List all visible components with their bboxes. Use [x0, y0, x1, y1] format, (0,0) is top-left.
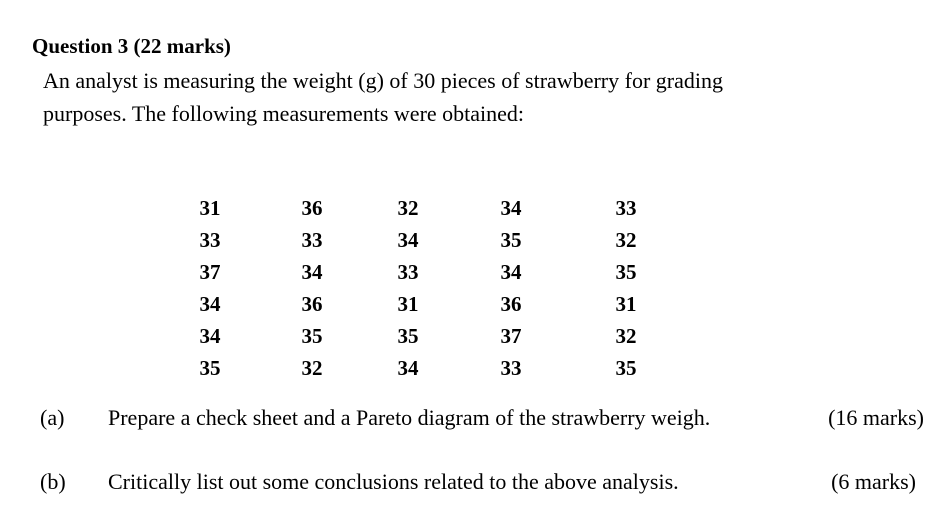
- part-text: Critically list out some conclusions related to the above analysis.: [108, 469, 679, 494]
- part-label: (b): [40, 469, 66, 494]
- measurement-value: 34: [397, 228, 419, 252]
- part-text: Prepare a check sheet and a Pareto diagram of the strawberry weigh.: [108, 405, 711, 430]
- part-marks: (16 marks): [828, 405, 924, 430]
- measurement-value: 32: [397, 196, 419, 220]
- measurements-table: [0, 192, 948, 384]
- question-title: Question 3 (22 marks): [32, 34, 231, 58]
- question-intro: [43, 64, 843, 130]
- measurement-value: 37: [500, 324, 522, 348]
- part-label: (a): [40, 405, 65, 430]
- measurement-value: 33: [500, 356, 522, 380]
- measurement-column: [282, 192, 342, 384]
- measurement-value: 31: [199, 196, 221, 220]
- measurement-value: 32: [615, 324, 637, 348]
- measurement-value: 36: [301, 196, 323, 220]
- question-part-a: [0, 402, 948, 434]
- measurement-value: 37: [199, 260, 221, 284]
- measurement-value: 32: [301, 356, 323, 380]
- measurement-column: [180, 192, 240, 384]
- measurement-value: 34: [199, 292, 221, 316]
- measurement-value: 34: [301, 260, 323, 284]
- measurement-value: 34: [199, 324, 221, 348]
- measurement-value: 32: [615, 228, 637, 252]
- measurement-value: 31: [397, 292, 419, 316]
- question-part-b: [0, 466, 948, 498]
- measurement-value: 33: [615, 196, 637, 220]
- intro-line: purposes. The following measurements were obtained:: [43, 101, 525, 126]
- measurement-value: 33: [397, 260, 419, 284]
- measurement-value: 36: [301, 292, 323, 316]
- measurement-value: 35: [615, 260, 637, 284]
- measurement-value: 34: [500, 260, 522, 284]
- measurement-column: [596, 192, 656, 384]
- measurement-value: 34: [397, 356, 419, 380]
- measurement-value: 35: [397, 324, 419, 348]
- measurement-column: [481, 192, 541, 384]
- intro-line: An analyst is measuring the weight (g) of 30 pieces of strawberry for grading: [43, 68, 723, 93]
- measurement-value: 35: [500, 228, 522, 252]
- measurement-value: 31: [615, 292, 637, 316]
- measurement-value: 35: [301, 324, 323, 348]
- measurement-column: [378, 192, 438, 384]
- measurement-value: 35: [615, 356, 637, 380]
- measurement-value: 35: [199, 356, 221, 380]
- measurement-value: 33: [301, 228, 323, 252]
- measurement-value: 36: [500, 292, 522, 316]
- measurement-value: 33: [199, 228, 221, 252]
- part-marks: (6 marks): [831, 469, 916, 494]
- measurement-value: 34: [500, 196, 522, 220]
